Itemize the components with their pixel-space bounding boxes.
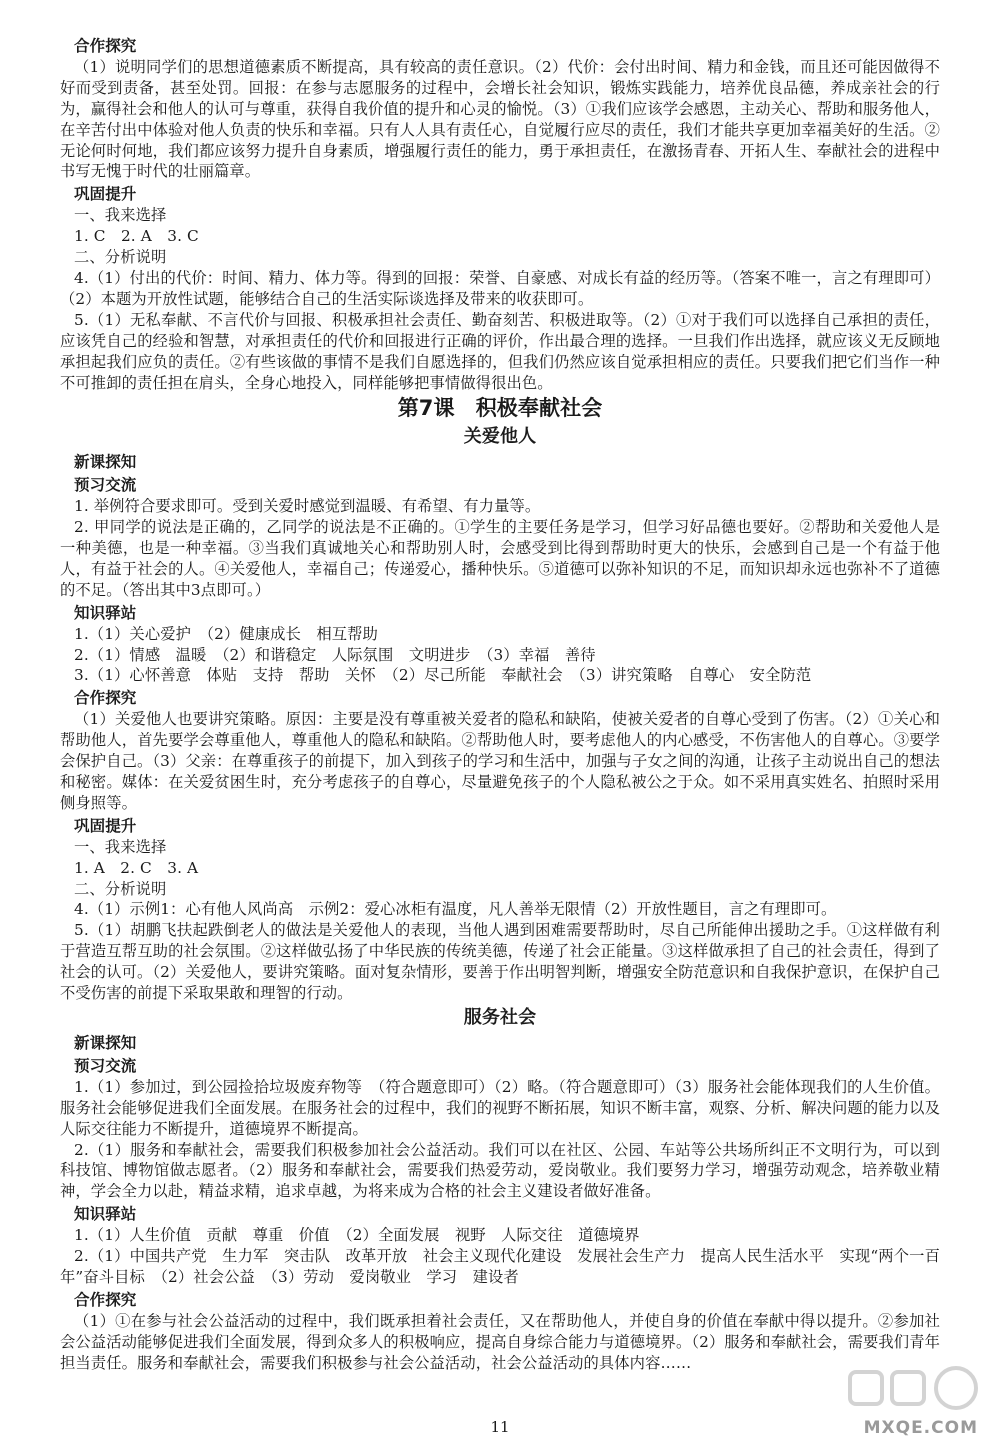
heading-hezuo-tanjiu: 合作探究	[74, 37, 137, 55]
heading-yuxi-jiaoliu: 预习交流	[74, 476, 137, 495]
hezuo-answer: （1）关爱他人也要讲究策略。原因：主要是没有尊重被关爱者的隐私和缺陷，使被关爱者的自尊心受到了伤害。（2）①关心和帮助他人，首先要学会尊重他人，尊重他人的隐私和缺陷。②帮助他人时，要考虑他人的内心感受，不伤害他人的自尊心。③要学会保护自己。（3）父亲：在尊重孩子的前提下，加入到孩子的学习和生活中，加强与子女之间的沟通，让孩子主动说出自己的想法和秘密。媒体：在关爱贫困生时，充分考虑孩子的自尊心，尽量避免孩子的个人隐私被公之于众。如不采用真实姓名、拍照时采用侧身照等。	[60, 710, 940, 812]
select-answers: 1. C 2. A 3. C	[74, 227, 199, 246]
heading-zhishi-yizhan: 知识驿站	[74, 603, 137, 622]
answer-q4: 4.（1）示例1：心有他人风尚高 示例2：爱心冰柜有温度，凡人善举无限情（2）开放性题目，言之有理即可。	[74, 900, 837, 919]
answer-q4: 4.（1）付出的代价：时间、精力、体力等。得到的回报：荣誉、自豪感、对成长有益的经历等。（答案不唯一，言之有理即可）（2）本题为开放性试题，能够结合自己的生活实际谈选择及带来的收获即可。	[60, 268, 940, 308]
heading-zhishi-yizhan: 知识驿站	[74, 1205, 137, 1224]
heading-gonggu-tisheng: 巩固提升	[74, 816, 137, 835]
heading-xinke-tanzhi: 新课探知	[74, 453, 137, 472]
heading-hezuo-tanjiu: 合作探究	[74, 1290, 137, 1309]
zhishi-answer-2: 2.（1）中国共产党 生力军 突击队 改革开放 社会主义现代化建设 发展社会生产力 提高人民生活水平 实现“两个一百年”奋斗目标 （2）社会公益 （3）劳动 爱岗敬业 学习 建设者	[60, 1247, 940, 1286]
heading-gonggu-tisheng: 巩固提升	[74, 185, 137, 204]
zhishi-answer-2: 2.（1）情感 温暖 （2）和谐稳定 人际氛围 文明进步 （3）幸福 善待	[74, 645, 596, 664]
heading-hezuo-tanjiu: 合作探究	[74, 689, 137, 708]
zhishi-answer-1: 1.（1）人生价值 贡献 尊重 价值 （2）全面发展 视野 人际交往 道德境界	[74, 1226, 640, 1245]
watermark-text: MXQE.COM	[863, 1418, 978, 1438]
yuxi-answer-2: 2. 甲同学的说法是正确的，乙同学的说法是不正确的。①学生的主要任务是学习，但学习好品德也要好。②帮助和关爱他人是一种美德，也是一种幸福。③当我们真诚地关心和帮助别人时，会感受到比得到帮助时更大的快乐，会感到自己是一个有益于他人，有益于社会的人。④关爱他人，幸福自己；传递爱心，播种快乐。⑤道德可以弥补知识的不足，而知识却永远也弥补不了道德的不足。（答出其中3点即可。）	[60, 518, 940, 599]
section-title-fuwu: 服务社会	[463, 1006, 537, 1028]
select-answers: 1. A 2. C 3. A	[74, 858, 199, 877]
page-number: 11	[490, 1418, 510, 1436]
yuxi-answer-2: 2.（1）服务和奉献社会，需要我们积极参加社会公益活动。我们可以在社区、公园、车站等公共场所纠正不文明行为，可以到科技馆、博物馆做志愿者。（2）服务和奉献社会，需要我们热爱劳动，爱岗敬业。我们要努力学习，增强劳动观念，培养敬业精神，学会全力以赴，精益求精，追求卓越，为将来成为合格的社会主义建设者做好准备。	[60, 1140, 940, 1201]
section-select: 一、我来选择	[74, 206, 167, 225]
answer-page	[60, 34, 940, 1373]
yuxi-answer-1: 1.（1）参加过，到公园捡拾垃圾废弃物等 （符合题意即可）（2）略。（符合题意即可）（3）服务社会能体现我们的人生价值。服务社会能够促进我们全面发展。在服务社会的过程中，我们的视野不断拓展，知识不断丰富，观察、分析、解决问题的能力以及人际交往能力不断提升，道德境界不断提高。	[60, 1077, 940, 1138]
zhishi-answer-3: 3.（1）心怀善意 体贴 支持 帮助 关怀 （2）尽己所能 奉献社会 （3）讲究策略 自尊心 安全防范	[74, 666, 812, 685]
section-analysis: 二、分析说明	[74, 248, 167, 267]
answer-q5: 5.（1）胡鹏飞扶起跌倒老人的做法是关爱他人的表现，当他人遇到困难需要帮助时，尽自己所能伸出援助之手。①这样做有利于营造互帮互助的社会氛围。②这样做弘扬了中华民族的传统美德，传递了社会正能量。③这样做承担了自己的社会责任，得到了社会的认可。（2）关爱他人，要讲究策略。面对复杂情形，要善于作出明智判断，增强安全防范意识和自我保护意识，在保护自己不受伤害的前提下采取果敢和理智的行动。	[60, 921, 940, 1003]
section-select: 一、我来选择	[74, 837, 167, 856]
section-analysis: 二、分析说明	[74, 879, 167, 898]
zhishi-answer-1: 1.（1）关心爱护 （2）健康成长 相互帮助	[74, 624, 378, 643]
hezuo-answer: （1）①在参与社会公益活动的过程中，我们既承担着社会责任，又在帮助他人，并使自身的价值在奉献中得以提升。②参加社会公益活动能够促进我们全面发展，得到众多人的积极响应，提高自身综合能力与道德境界。（2）服务和奉献社会，需要我们青年担当责任。服务和奉献社会，需要我们积极参与社会公益活动，社会公益活动的具体内容……	[60, 1311, 940, 1372]
heading-xinke-tanzhi: 新课探知	[74, 1033, 137, 1052]
hezuo-answer: （1）说明同学们的思想道德素质不断提高，具有较高的责任意识。（2）代价：会付出时间、精力和金钱，而且还可能因做得不好而受到责备，甚至处罚。回报：在参与志愿服务的过程中，会增长社会知识，锻炼实践能力，培养优良品德，养成亲社会的行为，赢得社会和他人的认可与尊重，获得自我价值的提升和心灵的愉悦。（3）①我们应该学会感恩，主动关心、帮助和服务他人，在辛苦付出中体验对他人负责的快乐和幸福。只有人人具有责任心，自觉履行应尽的责任，我们才能共享更加幸福美好的生活。②无论何时何地，我们都应该努力提升自身素质，增强履行责任的能力，勇于承担责任，在激扬青春、开拓人生、奉献社会的进程中书写无愧于时代的壮丽篇章。	[60, 57, 940, 181]
yuxi-answer-1: 1. 举例符合要求即可。受到关爱时感觉到温暖、有希望、有力量等。	[74, 497, 541, 516]
answer-q5: 5.（1）无私奉献、不言代价与回报、积极承担社会责任、勤奋刻苦、积极进取等。（2）①对于我们可以选择自己承担的责任，应该凭自己的经验和智慧，对承担责任的代价和回报进行正确的评价，作出最合理的选择。一旦我们作出选择，就应该义无反顾地承担起我们应负的责任。②有些该做的事情不是我们自愿选择的，但我们仍然应该自觉承担相应的责任。只要我们把它们当作一种不可推卸的责任担在肩头，全身心地投入，同样能够把事情做得很出色。	[60, 310, 940, 392]
heading-yuxi-jiaoliu: 预习交流	[74, 1056, 137, 1075]
lesson-title: 第7课 积极奉献社会	[397, 396, 603, 421]
section-title-guanai: 关爱他人	[463, 426, 537, 448]
